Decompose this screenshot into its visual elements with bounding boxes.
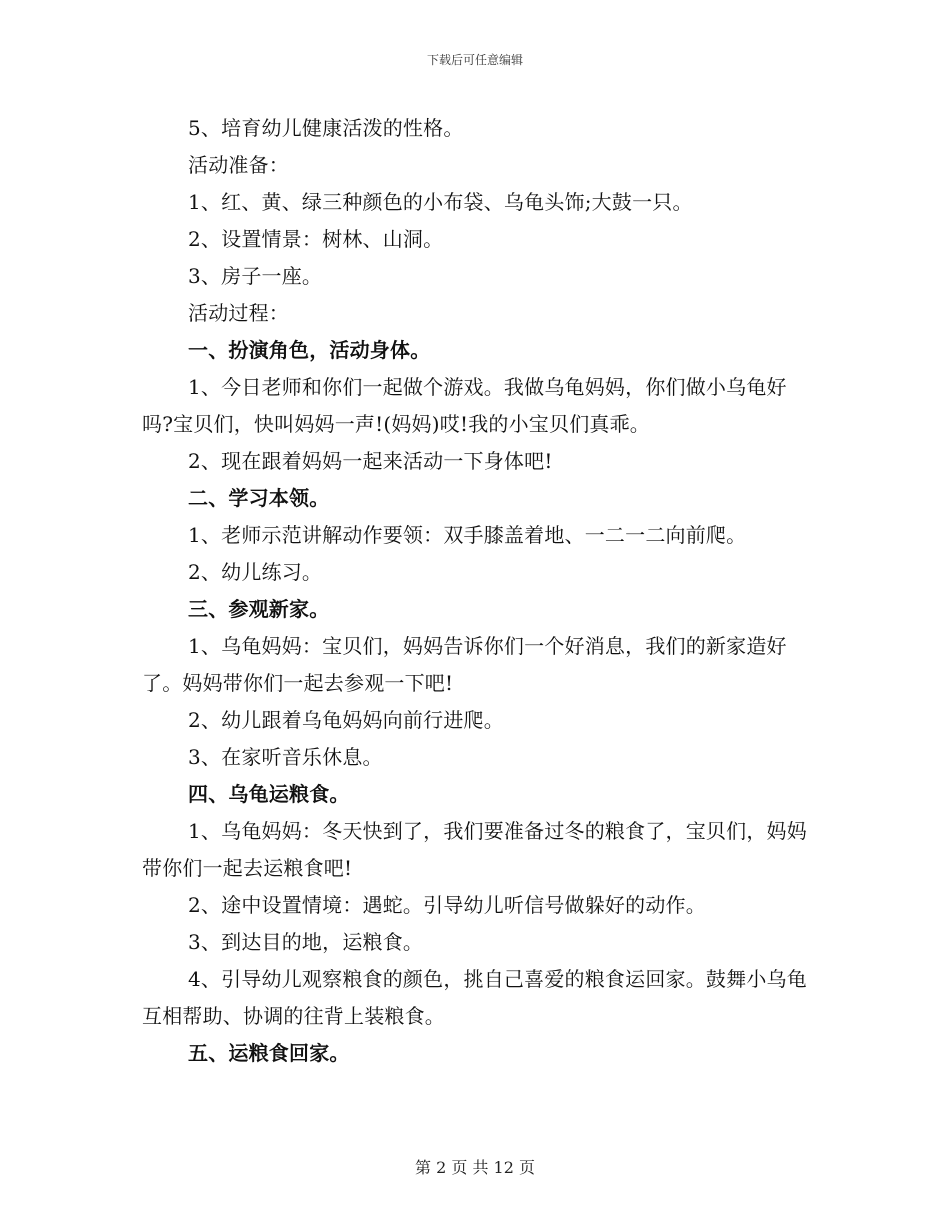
paragraph: 1、乌龟妈妈：冬天快到了，我们要准备过冬的粮食了，宝贝们，妈妈带你们一起去运粮食吧! bbox=[142, 819, 807, 880]
paragraph: 活动过程： bbox=[188, 301, 289, 325]
document-body bbox=[142, 110, 808, 1072]
section-heading: 五、运粮食回家。 bbox=[188, 1041, 350, 1065]
paragraph: 2、现在跟着妈妈一起来活动一下身体吧! bbox=[188, 449, 553, 473]
paragraph: 1、红、黄、绿三种颜色的小布袋、乌龟头饰;大鼓一只。 bbox=[188, 190, 693, 214]
paragraph: 3、在家听音乐休息。 bbox=[188, 745, 383, 769]
section-heading: 一、扮演角色，活动身体。 bbox=[188, 338, 431, 362]
paragraph: 活动准备： bbox=[188, 153, 289, 177]
paragraph: 5、培育幼儿健康活泼的性格。 bbox=[188, 116, 464, 140]
section-heading: 二、学习本领。 bbox=[188, 486, 330, 510]
paragraph: 1、老师示范讲解动作要领：双手膝盖着地、一二一二向前爬。 bbox=[188, 523, 747, 547]
section-heading: 四、乌龟运粮食。 bbox=[188, 782, 350, 806]
paragraph: 1、今日老师和你们一起做个游戏。我做乌龟妈妈，你们做小乌龟好吗?宝贝们，快叫妈妈一声!(妈妈)哎!我的小宝贝们真乖。 bbox=[142, 375, 787, 436]
paragraph: 2、设置情景：树林、山洞。 bbox=[188, 227, 444, 251]
paragraph: 2、幼儿练习。 bbox=[188, 560, 323, 584]
paragraph: 2、幼儿跟着乌龟妈妈向前行进爬。 bbox=[188, 708, 504, 732]
paragraph: 3、到达目的地，运粮食。 bbox=[188, 930, 424, 954]
section-heading: 三、参观新家。 bbox=[188, 597, 330, 621]
paragraph: 2、途中设置情境：遇蛇。引导幼儿听信号做躲好的动作。 bbox=[188, 893, 706, 917]
page-number: 第 2 页 共 12 页 bbox=[415, 1158, 535, 1177]
paragraph: 1、乌龟妈妈：宝贝们，妈妈告诉你们一个好消息，我们的新家造好了。妈妈带你们一起去参观一下吧! bbox=[142, 634, 787, 695]
paragraph: 4、引导幼儿观察粮食的颜色，挑自己喜爱的粮食运回家。鼓舞小乌龟互相帮助、协调的往背上装粮食。 bbox=[142, 967, 807, 1028]
header-note: 下载后可任意编辑 bbox=[426, 53, 523, 67]
paragraph: 3、房子一座。 bbox=[188, 264, 323, 288]
